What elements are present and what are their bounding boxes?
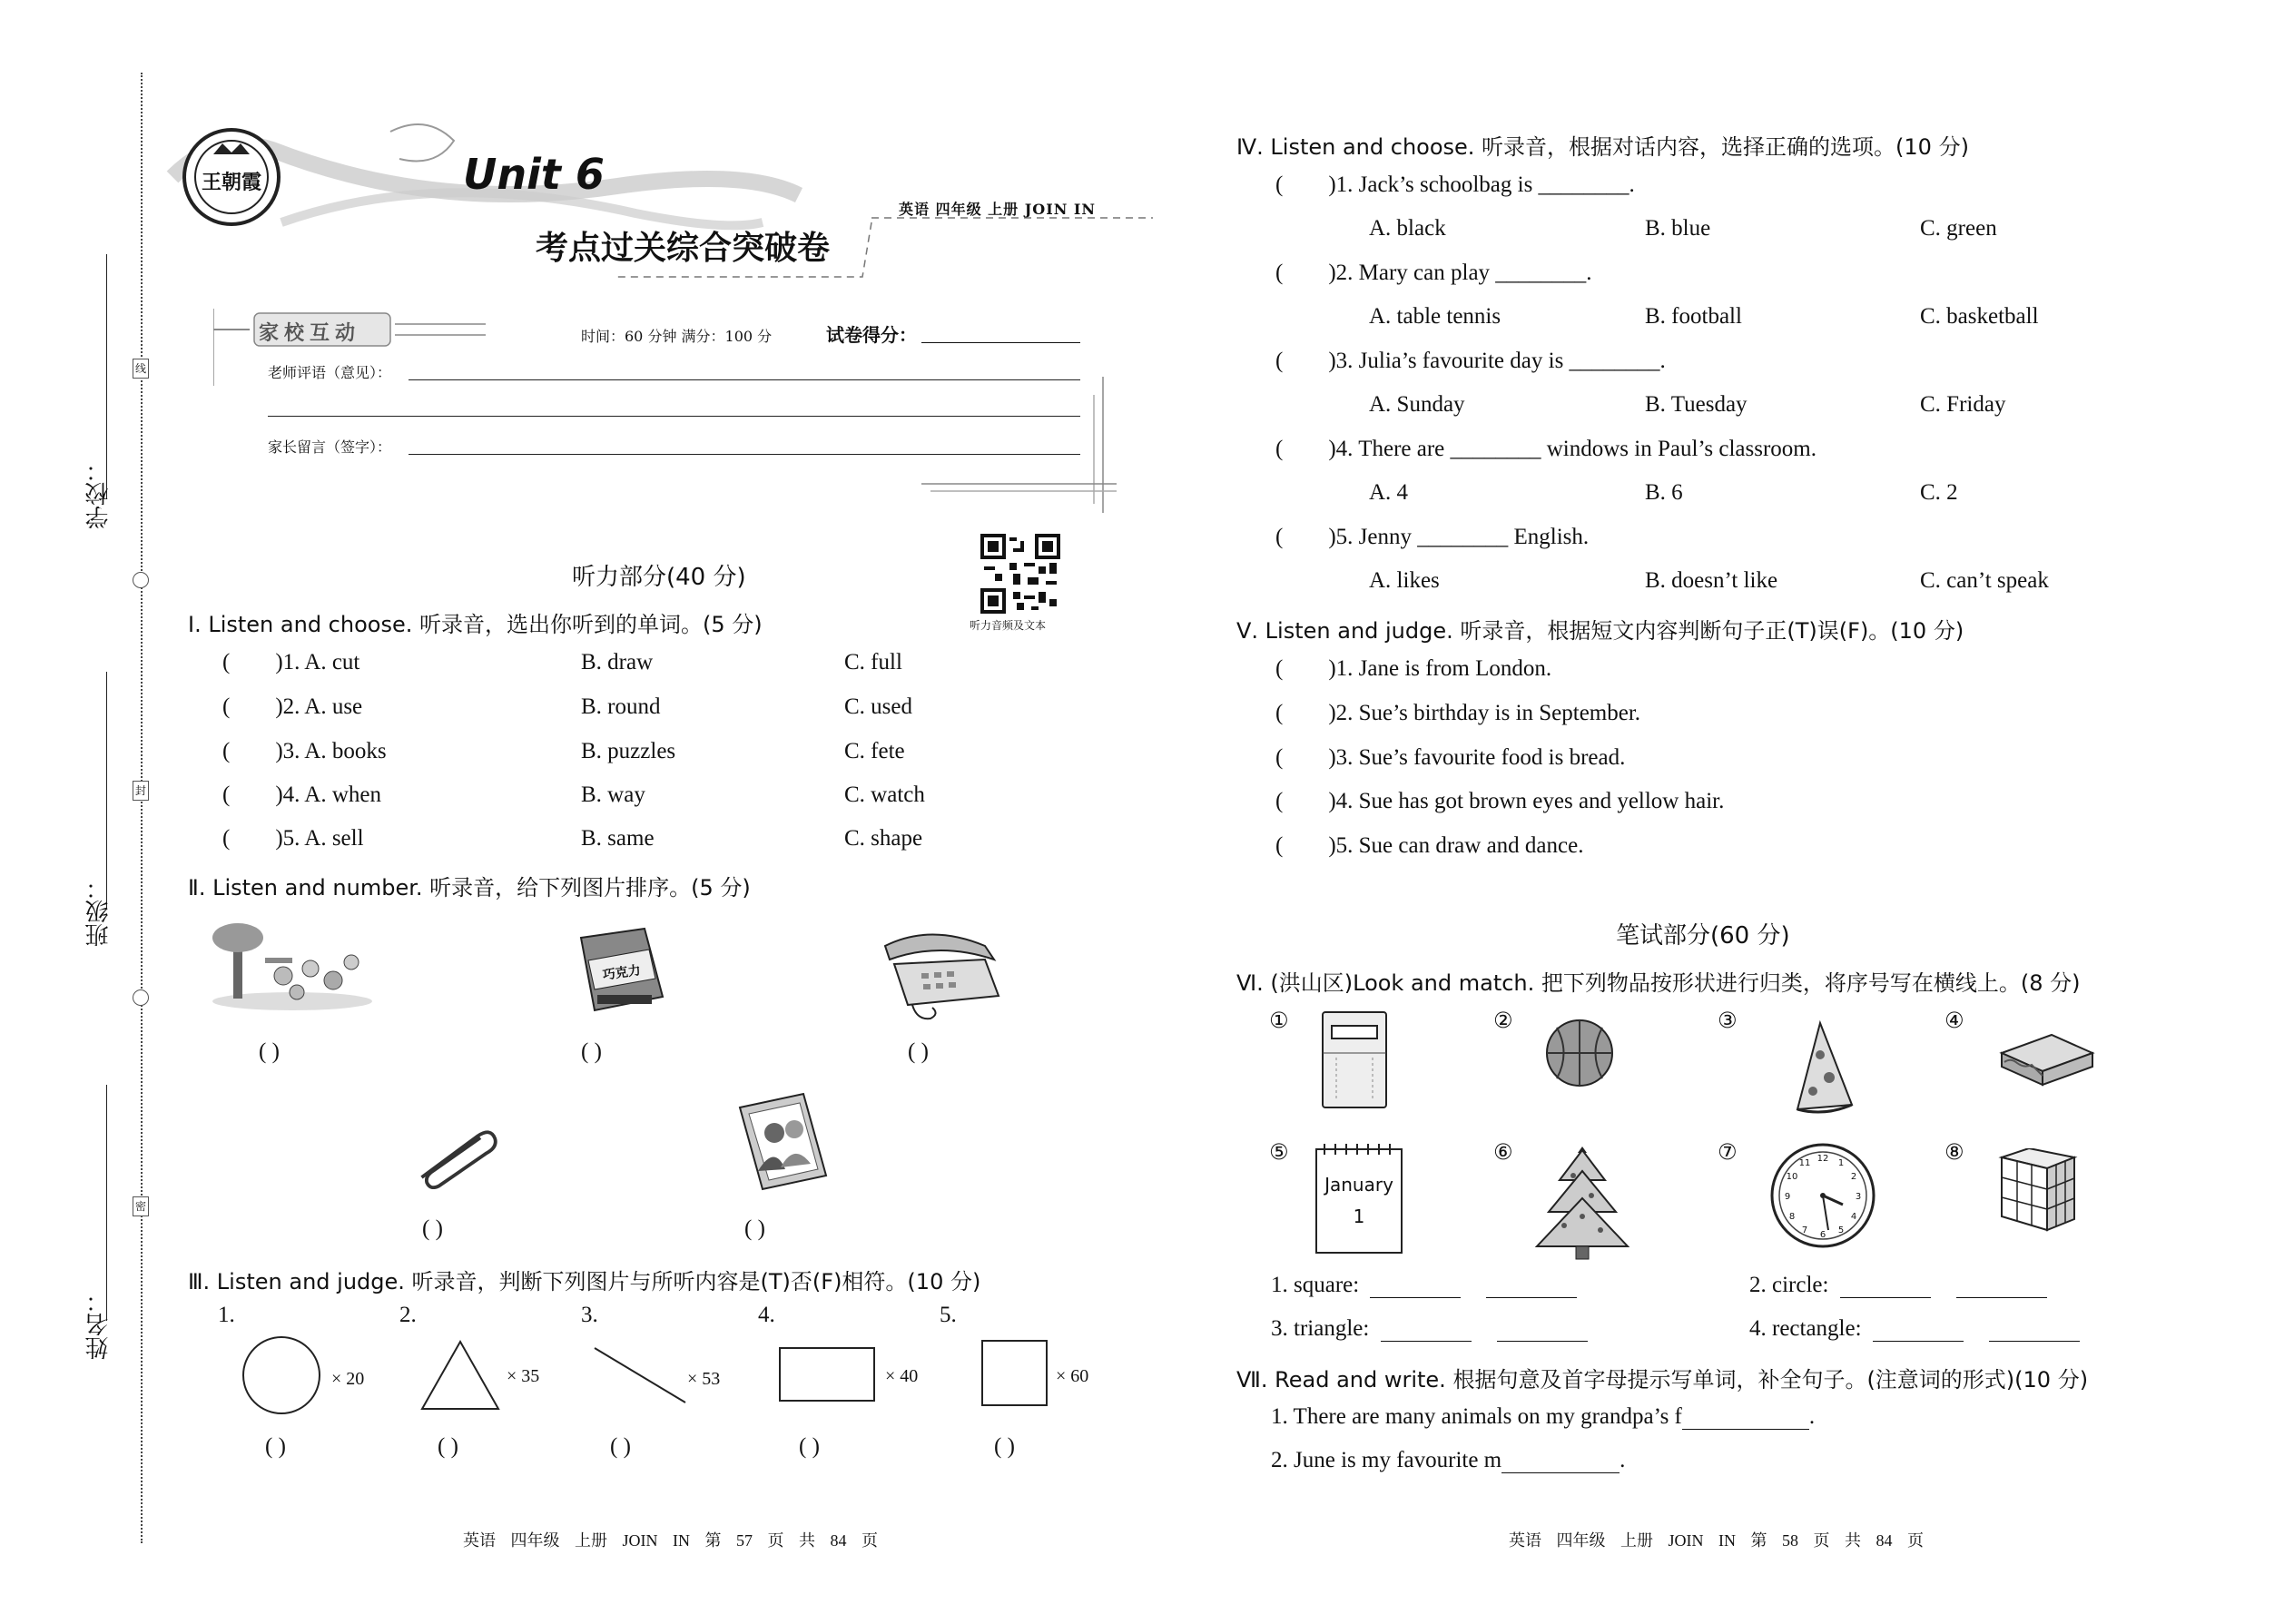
- answer-square: 1. square:: [1271, 1273, 1577, 1298]
- svg-text:7: 7: [1801, 1225, 1808, 1235]
- mailbox-picture: [1318, 1008, 1391, 1112]
- teacher-comment-label: 老师评语（意见）：: [268, 364, 392, 381]
- option-b: B. draw: [581, 650, 654, 674]
- answer-paren[interactable]: ( ): [744, 1216, 765, 1241]
- option-b: B. football: [1645, 304, 1742, 329]
- section-3-title: Ⅲ. Listen and judge. 听录音，判断下列图片与所听内容是(T)否(F)相符。(10 分): [188, 1269, 981, 1294]
- svg-text:8: 8: [1788, 1212, 1796, 1222]
- option-b: B. puzzles: [581, 739, 676, 763]
- basketball-picture: [1543, 1017, 1616, 1089]
- option-c: C. fete: [844, 739, 905, 763]
- list-item: ( )5. Jenny ________ English.: [1275, 525, 1590, 549]
- answer-paren[interactable]: ( ): [438, 1434, 458, 1459]
- name-label: 姓名：: [85, 1289, 113, 1360]
- shape-count: × 53: [687, 1369, 721, 1389]
- triangle-shape: [419, 1339, 501, 1412]
- list-item: ( )1. Jack’s schoolbag is ________.: [1275, 172, 1635, 197]
- list-item: ( )4. Sue has got brown eyes and yellow hair.: [1275, 789, 1725, 813]
- option-c: C. can’t speak: [1920, 568, 2049, 593]
- name-underline: [106, 1085, 107, 1321]
- answer-circle: 2. circle:: [1749, 1273, 2047, 1298]
- option-c: C. watch: [844, 782, 925, 807]
- option-b: B. doesn’t like: [1645, 568, 1778, 593]
- list-item: ( )2. A. use: [222, 694, 363, 719]
- clock-picture: [1768, 1139, 1877, 1253]
- option-b: B. same: [581, 826, 655, 851]
- sandwich-picture: [1997, 1030, 2097, 1094]
- item-number: 5.: [940, 1303, 957, 1327]
- option-c: C. basketball: [1920, 304, 2039, 329]
- section-2-title: Ⅱ. Listen and number. 听录音，给下列图片排序。(5 分): [188, 875, 751, 901]
- seal-mark-secret: 密: [133, 1196, 149, 1216]
- option-a: A. likes: [1369, 568, 1440, 593]
- svg-text:11: 11: [1798, 1158, 1811, 1168]
- photo-frame-picture: [731, 1089, 831, 1194]
- svg-text:12: 12: [1816, 1154, 1829, 1164]
- svg-text:巧克力: 巧克力: [601, 963, 642, 983]
- list-item: ( )1. Jane is from London.: [1275, 656, 1552, 681]
- chocolate-box-picture: [572, 924, 672, 1015]
- shape-count: × 40: [885, 1366, 919, 1386]
- score-blank[interactable]: [921, 342, 1080, 343]
- page-footer-right: 英语 四年级 上册 JOIN IN 第 58 页 共 84 页: [1509, 1531, 1924, 1550]
- section-4-title: Ⅳ. Listen and choose. 听录音，根据对话内容，选择正确的选项。(10 分): [1236, 134, 1969, 160]
- calendar-month: January: [1324, 1174, 1393, 1196]
- brand-logo-seal: [182, 127, 281, 227]
- list-item: ( )3. Julia’s favourite day is ________.: [1275, 349, 1666, 373]
- svg-text:4: 4: [1850, 1212, 1857, 1222]
- answer-paren[interactable]: ( ): [265, 1434, 286, 1459]
- paper-title: 考点过关综合突破卷: [536, 229, 831, 267]
- item-number: ②: [1493, 1008, 1513, 1033]
- item-number: 1.: [218, 1303, 235, 1327]
- page-footer-left: 英语 四年级 上册 JOIN IN 第 57 页 共 84 页: [463, 1531, 878, 1550]
- circle-shape: [241, 1334, 322, 1416]
- qr-caption: 听力音频及文本: [970, 619, 1047, 632]
- svg-text:6: 6: [1819, 1230, 1826, 1240]
- answer-paren[interactable]: ( ): [994, 1434, 1015, 1459]
- section-6-title: Ⅵ. (洪山区)Look and match. 把下列物品按形状进行归类，将序号写在横线上。(8 分): [1236, 970, 2081, 996]
- grade-tag: 英语 四年级 上册 JOIN IN: [899, 201, 1097, 218]
- home-school-badge: 家校互动: [259, 322, 361, 345]
- teacher-comment-line-2[interactable]: [268, 416, 1080, 417]
- list-item: ( )2. Sue’s birthday is in September.: [1275, 701, 1641, 725]
- unit-title: Unit 6: [463, 150, 605, 199]
- shape-count: × 35: [507, 1366, 540, 1386]
- option-c: C. full: [844, 650, 902, 674]
- class-underline: [106, 672, 107, 908]
- calendar-picture[interactable]: [1314, 1142, 1404, 1255]
- list-item: ( )3. Sue’s favourite food is bread.: [1275, 745, 1626, 770]
- option-a: A. 4: [1369, 480, 1409, 505]
- option-c: C. green: [1920, 216, 1997, 241]
- option-a: A. black: [1369, 216, 1446, 241]
- answer-paren[interactable]: ( ): [422, 1216, 443, 1241]
- option-b: B. way: [581, 782, 645, 807]
- christmas-tree-picture: [1532, 1139, 1632, 1262]
- listening-section-title: 听力部分(40 分): [572, 564, 746, 591]
- item-number: ①: [1269, 1008, 1289, 1033]
- seal-mark-line: 线: [133, 359, 149, 379]
- list-item: ( )5. A. sell: [222, 826, 364, 851]
- school-label: 学校：: [85, 458, 113, 529]
- option-b: B. blue: [1645, 216, 1711, 241]
- list-item: ( )2. Mary can play ________.: [1275, 261, 1592, 285]
- telephone-picture: [876, 919, 1003, 1023]
- write-question-2: 2. June is my favourite m .: [1271, 1448, 1626, 1472]
- list-item: ( )3. A. books: [222, 739, 387, 763]
- answer-paren[interactable]: ( ): [259, 1039, 280, 1064]
- class-label: 班级：: [85, 876, 113, 947]
- option-b: B. 6: [1645, 480, 1683, 505]
- section-1-title: Ⅰ. Listen and choose. 听录音，选出你听到的单词。(5 分): [188, 612, 763, 637]
- svg-text:1: 1: [1837, 1158, 1845, 1168]
- line-shape: [590, 1343, 690, 1407]
- answer-paren[interactable]: ( ): [610, 1434, 631, 1459]
- rectangle-shape: [778, 1346, 876, 1403]
- option-c: C. 2: [1920, 480, 1958, 505]
- answer-rectangle: 4. rectangle:: [1749, 1316, 2080, 1342]
- answer-triangle: 3. triangle:: [1271, 1316, 1588, 1342]
- writing-section-title: 笔试部分(60 分): [1616, 922, 1790, 950]
- square-shape: [980, 1339, 1049, 1407]
- binding-hole: [133, 989, 149, 1006]
- item-number: ③: [1718, 1008, 1738, 1033]
- binding-hole: [133, 572, 149, 588]
- section-7-title: Ⅶ. Read and write. 根据句意及首字母提示写单词，补全句子。(注意词的形式)(10 分): [1236, 1367, 2089, 1393]
- item-number: 3.: [581, 1303, 598, 1327]
- svg-text:3: 3: [1855, 1192, 1862, 1202]
- calendar-day: 1: [1353, 1206, 1365, 1227]
- option-b: B. Tuesday: [1645, 392, 1748, 417]
- answer-paren[interactable]: ( ): [908, 1039, 929, 1064]
- list-item: ( )1. A. cut: [222, 650, 360, 674]
- score-label: 试卷得分：: [826, 324, 917, 346]
- answer-paren[interactable]: ( ): [581, 1039, 602, 1064]
- item-number: ⑥: [1493, 1139, 1513, 1165]
- item-number: ⑦: [1718, 1139, 1738, 1165]
- svg-text:9: 9: [1784, 1192, 1791, 1202]
- item-number: ④: [1944, 1008, 1964, 1033]
- option-c: C. Friday: [1920, 392, 2006, 417]
- time-score-info: 时间：60 分钟 满分：100 分: [581, 328, 773, 345]
- item-number: 2.: [399, 1303, 417, 1327]
- rubiks-cube-picture: [1993, 1148, 2079, 1235]
- binding-dotted-line: [141, 73, 143, 1543]
- paper-clip-picture: [413, 1126, 504, 1189]
- option-a: A. table tennis: [1369, 304, 1501, 329]
- seal-mark-seal: 封: [133, 781, 149, 801]
- option-b: B. round: [581, 694, 661, 719]
- write-question-1: 1. There are many animals on my grandpa’s f .: [1271, 1404, 1816, 1429]
- section-5-title: Ⅴ. Listen and judge. 听录音，根据短文内容判断句子正(T)误(F)。(10 分): [1236, 618, 1964, 644]
- shape-count: × 20: [331, 1369, 365, 1389]
- item-number: ⑤: [1269, 1139, 1289, 1165]
- option-c: C. shape: [844, 826, 923, 851]
- svg-text:5: 5: [1837, 1225, 1845, 1235]
- teacher-comment-line[interactable]: [409, 379, 1080, 380]
- qr-code-icon[interactable]: [980, 534, 1060, 614]
- parent-comment-line[interactable]: [409, 454, 1080, 455]
- park-scene-picture: [211, 921, 374, 1012]
- answer-paren[interactable]: ( ): [799, 1434, 820, 1459]
- list-item: ( )4. A. when: [222, 782, 381, 807]
- item-number: 4.: [758, 1303, 775, 1327]
- pizza-slice-picture: [1793, 1019, 1856, 1114]
- option-c: C. used: [844, 694, 912, 719]
- svg-text:10: 10: [1786, 1172, 1798, 1182]
- item-number: ⑧: [1944, 1139, 1964, 1165]
- list-item: ( )4. There are ________ windows in Paul’s classroom.: [1275, 437, 1816, 461]
- shape-count: × 60: [1056, 1366, 1089, 1386]
- list-item: ( )5. Sue can draw and dance.: [1275, 833, 1584, 858]
- option-a: A. Sunday: [1369, 392, 1465, 417]
- svg-text:2: 2: [1850, 1172, 1857, 1182]
- parent-comment-label: 家长留言（签字）：: [268, 438, 392, 456]
- svg-text:王朝霞: 王朝霞: [201, 171, 262, 194]
